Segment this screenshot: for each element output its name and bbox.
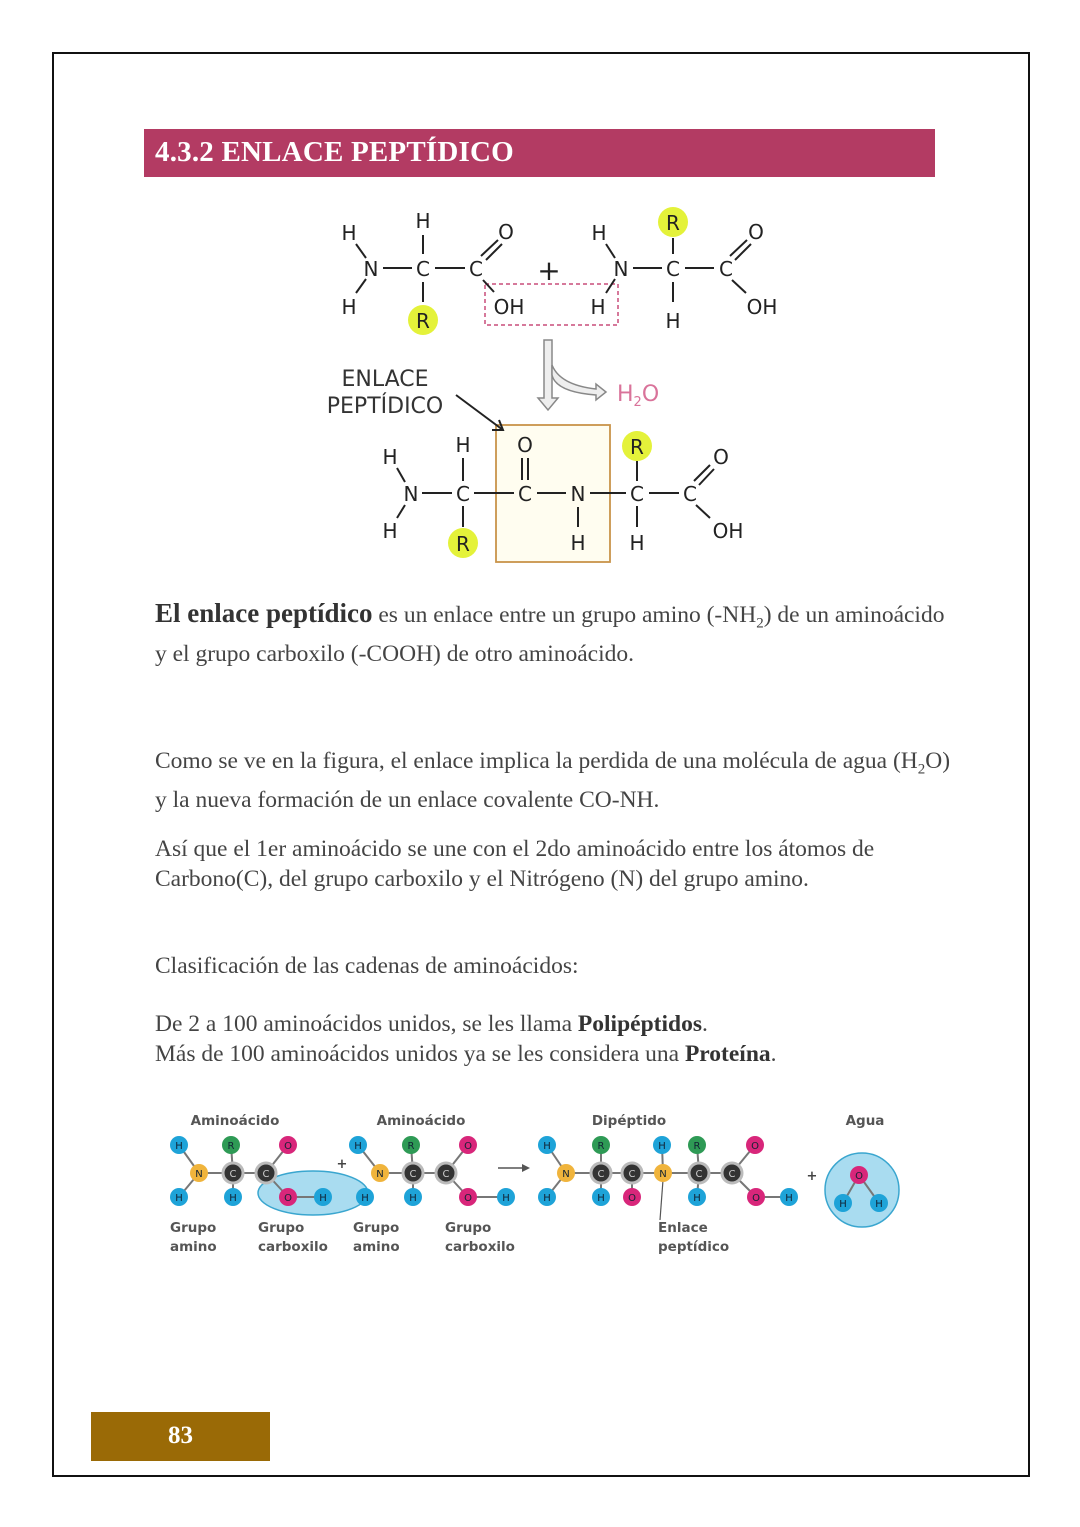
atom-ball-h [224, 1188, 242, 1206]
svg-text:H: H [382, 519, 398, 543]
svg-text:R: R [630, 435, 644, 459]
svg-text:C: C [456, 482, 470, 506]
page-number-box [91, 1412, 270, 1461]
svg-text:OH: OH [746, 295, 778, 319]
svg-text:C: C [683, 482, 697, 506]
section-title: 4.3.2 ENLACE PEPTÍDICO [155, 136, 514, 168]
svg-text:C: C [695, 1169, 703, 1180]
svg-text:N: N [613, 257, 629, 281]
svg-text:carboxilo: carboxilo [445, 1239, 515, 1255]
svg-text:N: N [195, 1169, 203, 1180]
svg-text:H: H [590, 295, 606, 319]
svg-text:O: O [464, 1141, 472, 1152]
atom-ball-c [591, 1163, 611, 1183]
atom-ball-o [459, 1136, 477, 1154]
atom-ball-o [746, 1136, 764, 1154]
svg-text:+: + [336, 1157, 348, 1172]
svg-text:H: H [341, 221, 357, 245]
svg-text:C: C [666, 257, 680, 281]
svg-text:R: R [456, 532, 470, 556]
svg-text:H: H [175, 1193, 183, 1204]
svg-text:C: C [630, 482, 644, 506]
svg-text:carboxilo: carboxilo [258, 1239, 328, 1255]
svg-text:C: C [409, 1169, 417, 1180]
atom-ball-r [688, 1136, 706, 1154]
atom-ball-n [190, 1164, 208, 1182]
atom-ball-h [356, 1188, 374, 1206]
atom-ball-c [436, 1163, 456, 1183]
atom-ball-h [780, 1188, 798, 1206]
svg-text:H: H [229, 1193, 237, 1204]
atom-ball-h [834, 1194, 852, 1212]
svg-text:H: H [839, 1199, 847, 1210]
svg-text:O: O [752, 1193, 760, 1204]
svg-text:H: H [354, 1141, 362, 1152]
svg-text:OH: OH [712, 519, 744, 543]
svg-text:O: O [748, 220, 764, 244]
svg-text:H: H [415, 209, 431, 233]
water-molecule-circle [825, 1153, 899, 1227]
paragraph-classification-title: Clasificación de las cadenas de aminoácidos: [155, 953, 579, 979]
label-aminoacid-2: Aminoácido [376, 1113, 466, 1129]
svg-text:R: R [597, 1141, 605, 1152]
svg-text:H: H [319, 1193, 327, 1204]
atom-ball-h [870, 1194, 888, 1212]
atom-ball-c [689, 1163, 709, 1183]
svg-text:H: H [570, 531, 586, 555]
svg-text:H: H [409, 1193, 417, 1204]
svg-text:O: O [628, 1193, 636, 1204]
svg-text:amino: amino [353, 1239, 400, 1255]
svg-text:O: O [855, 1171, 863, 1182]
atom-ball-h [538, 1188, 556, 1206]
svg-text:H: H [382, 445, 398, 469]
svg-text:Grupo: Grupo [170, 1220, 217, 1236]
svg-text:R: R [407, 1141, 415, 1152]
paragraph-water-loss: Como se ve en la figura, el enlace implica la perdida de una molécula de agua $(H_2O)$ y la nueva formación de un enlace covalente CO-NH. [155, 748, 951, 813]
svg-text:H: H [361, 1193, 369, 1204]
svg-text:R: R [693, 1141, 701, 1152]
atom-ball-h [314, 1188, 332, 1206]
svg-text:H: H [502, 1193, 510, 1204]
atom-ball-h [653, 1136, 671, 1154]
water-label: $H_2O$ [617, 382, 660, 410]
atom-ball-h [404, 1188, 422, 1206]
atom-ball-c [403, 1163, 423, 1183]
svg-text:C: C [229, 1169, 237, 1180]
peptide-bond-reaction-figure [0, 0, 1080, 600]
svg-text:+: + [537, 254, 561, 287]
svg-text:H: H [543, 1193, 551, 1204]
atom-ball-h [688, 1188, 706, 1206]
svg-text:C: C [597, 1169, 605, 1180]
svg-text:H: H [629, 531, 645, 555]
atom-ball-h [497, 1188, 515, 1206]
bond-label: ENLACE [341, 367, 429, 392]
atom-ball-h [170, 1136, 188, 1154]
svg-text:Grupo: Grupo [353, 1220, 400, 1236]
svg-text:peptídico: peptídico [658, 1239, 730, 1255]
atom-ball-o [279, 1188, 297, 1206]
svg-text:N: N [570, 482, 586, 506]
svg-text:N: N [376, 1169, 384, 1180]
svg-text:H: H [597, 1193, 605, 1204]
svg-text:Enlace: Enlace [658, 1220, 708, 1236]
bond-pointer [660, 1180, 663, 1220]
atom-ball-n [371, 1164, 389, 1182]
svg-text:R: R [666, 211, 680, 235]
svg-text:N: N [403, 482, 419, 506]
label-water: Agua [845, 1113, 885, 1129]
svg-text:O: O [284, 1193, 292, 1204]
paragraph-atoms: Así que el 1er aminoácido se une con el 2do aminoácido entre los átomos de Carbono(C), del grupo carboxilo y el Nitrógeno (N) del grupo amino. [155, 836, 875, 892]
reaction-arrow-icon [538, 340, 606, 410]
atom-ball-c [622, 1163, 642, 1183]
svg-text:R: R [416, 309, 430, 333]
svg-text:C: C [442, 1169, 450, 1180]
svg-text:Grupo: Grupo [445, 1220, 492, 1236]
label-dipeptide: Dipéptido [591, 1113, 667, 1129]
svg-text:H: H [693, 1193, 701, 1204]
svg-text:H: H [455, 433, 471, 457]
atom-ball-o [850, 1166, 868, 1184]
svg-text:C: C [728, 1169, 736, 1180]
svg-text:O: O [284, 1141, 292, 1152]
svg-text:O: O [517, 433, 533, 457]
svg-text:H: H [543, 1141, 551, 1152]
label-aminoacid-1: Aminoácido [190, 1113, 280, 1129]
paragraph-definition: El enlace peptídico es un enlace entre un grupo amino $(-NH_2)$ de un aminoácido y el grupo carboxilo (-COOH) de otro aminoácido. [155, 598, 945, 667]
atom-ball-n [557, 1164, 575, 1182]
svg-text:Grupo: Grupo [258, 1220, 305, 1236]
page-number: 83 [168, 1422, 193, 1449]
atom-ball-h [170, 1188, 188, 1206]
svg-text:O: O [464, 1193, 472, 1204]
paragraph-polypeptides: De 2 a 100 aminoácidos unidos, se les llama Polipéptidos. [155, 1011, 708, 1037]
atom-ball-o [459, 1188, 477, 1206]
svg-text:amino: amino [170, 1239, 217, 1255]
svg-text:+: + [806, 1169, 818, 1184]
svg-text:H: H [665, 309, 681, 333]
atom-ball-r [592, 1136, 610, 1154]
svg-text:N: N [363, 257, 379, 281]
atom-ball-c [223, 1163, 243, 1183]
bond-label: PEPTÍDICO [326, 394, 444, 419]
svg-text:O: O [498, 220, 514, 244]
svg-text:C: C [719, 257, 733, 281]
atom-ball-h [538, 1136, 556, 1154]
svg-text:H: H [658, 1141, 666, 1152]
dipeptide-formation-figure [0, 1100, 1080, 1270]
atom-ball-n [654, 1164, 672, 1182]
svg-text:C: C [628, 1169, 636, 1180]
svg-text:C: C [262, 1169, 270, 1180]
svg-text:O: O [751, 1141, 759, 1152]
svg-text:H: H [175, 1141, 183, 1152]
reaction-arrow-icon [498, 1164, 530, 1172]
atom-ball-c [722, 1163, 742, 1183]
svg-text:OH: OH [493, 295, 525, 319]
svg-text:R: R [227, 1141, 235, 1152]
atom-ball-h [349, 1136, 367, 1154]
svg-text:O: O [713, 445, 729, 469]
svg-text:H: H [785, 1193, 793, 1204]
svg-text:N: N [659, 1169, 667, 1180]
svg-text:H: H [875, 1199, 883, 1210]
svg-text:C: C [416, 257, 430, 281]
svg-text:N: N [562, 1169, 570, 1180]
atom-ball-o [623, 1188, 641, 1206]
svg-text:H: H [591, 221, 607, 245]
atom-ball-h [592, 1188, 610, 1206]
paragraph-protein: Más de 100 aminoácidos unidos ya se les considera una Proteína. [155, 1041, 777, 1067]
svg-text:H: H [341, 295, 357, 319]
svg-text:C: C [518, 482, 532, 506]
atom-ball-c [256, 1163, 276, 1183]
atom-ball-o [279, 1136, 297, 1154]
atom-ball-r [222, 1136, 240, 1154]
svg-text:C: C [469, 257, 483, 281]
atom-ball-o [747, 1188, 765, 1206]
atom-ball-r [402, 1136, 420, 1154]
